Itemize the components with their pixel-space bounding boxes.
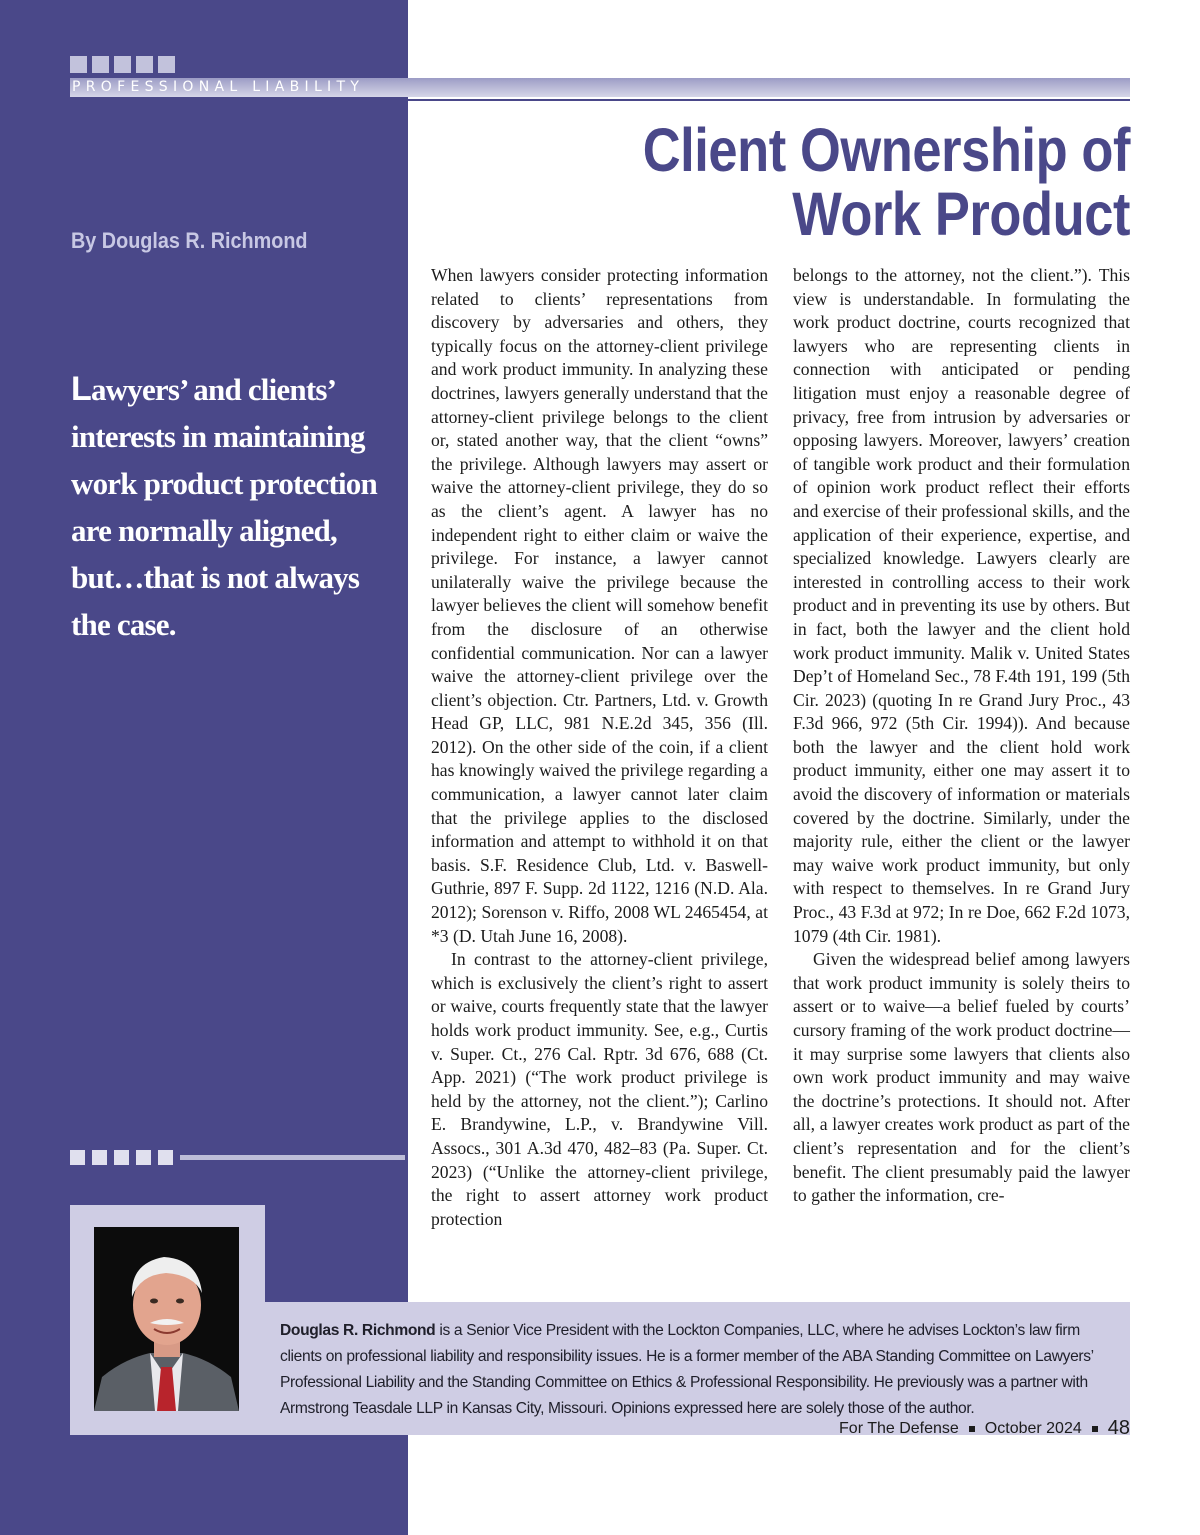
decorative-squares-top xyxy=(70,56,175,73)
byline: By Douglas R. Richmond xyxy=(71,228,308,253)
body-column-2 xyxy=(793,264,1130,1208)
drop-cap: L xyxy=(71,370,91,408)
pull-quote-text: awyers’ and clients’ interests in maintaining work product protection are normally aligned, but…that is not always the case. xyxy=(71,372,377,642)
body-column-1 xyxy=(431,264,768,1231)
article-title: Client Ownership of Work Product xyxy=(642,116,1130,248)
page-footer xyxy=(839,1417,1130,1440)
paragraph: belongs to the attorney, not the client.”). This view is understandable. In formulating the work product doctrine, courts recognized that lawyers who are representing clients in connection with anticipated or pending litigation must enjoy a reasonable degree of privacy, free from intrusion by adversaries or opposing lawyers. Moreover, lawyers’ creation of tangible work product and their formulation of opinion work product reflect their efforts and exercise of their professional skills, and the application of their experience, expertise, and specialized knowledge. Lawyers clearly are interested in controlling access to their work product and in preventing its use by others. But in fact, both the lawyer and the client hold work product immunity. Malik v. United States Dep’t of Homeland Sec., 78 F.4th 191, 199 (5th Cir. 2023) (quoting In re Grand Jury Proc., 43 F.3d 966, 972 (5th Cir. 1994)). And because both the lawyer and the client hold work product immunity, either one may assert it to avoid the discovery of information or materials covered by the doctrine. Similarly, under the majority rule, either the client or the lawyer may waive work product immunity, but only with respect to themselves. In re Grand Jury Proc., 43 F.3d at 972; In re Doe, 662 F.2d 1073, 1079 (4th Cir. 1981). xyxy=(793,265,1130,946)
author-bio-text: is a Senior Vice President with the Lockton Companies, LLC, where he advises Lockton’s law firm clients on professional liability and responsibility issues. He is a former member of the ABA Standing Committee on Lawyers’ Professional Liability and the Standing Committee on Ethics & Professional Responsibility. He previously was a partner with Armstrong Teasdale LLP in Kansas City, Missouri. Opinions expressed here are solely those of the author. xyxy=(280,1322,1094,1417)
paragraph: When lawyers consider protecting information related to clients’ representations from discovery by adversaries and others, they typically focus on the attorney-client privilege and work product immunity. In analyzing these doctrines, lawyers generally understand that the attorney-client privilege belongs to the client or, stated another way, that the client “owns” the privilege. Although lawyers may assert or waive the attorney-client privilege, they do so as the client’s agent. A lawyer has no independent right to either claim or waive the privilege. For instance, a lawyer cannot unilaterally waive the privilege because the lawyer believes the client will somehow benefit from the disclosure of an otherwise confidential communication. Nor can a lawyer waive the attorney-client privilege over the client’s objection. Ctr. Partners, Ltd. v. Growth Head GP, LLC, 981 N.E.2d 345, 356 (Ill. 2012). On the other side of the coin, if a client has knowingly waived the privilege regarding a communication, a lawyer cannot later claim that the privilege applies to the disclosed information and attempt to withhold it on that basis. S.F. Residence Club, Ltd. v. Baswell-Guthrie, 897 F. Supp. 2d 1122, 1216 (N.D. Ala. 2012); Sorenson v. Riffo, 2008 WL 2465454, at *3 (D. Utah June 16, 2008). xyxy=(431,265,768,946)
bullet-separator xyxy=(969,1426,975,1432)
bullet-separator xyxy=(1092,1426,1098,1432)
paragraph: In contrast to the attorney-client privilege, which is exclusively the client’s right to assert or waive, courts frequently state that the lawyer holds work product immunity. See, e.g., Curtis v. Super. Ct., 276 Cal. Rptr. 3d 676, 688 (Ct. App. 2021) (“The work product privilege is held by the attorney, not the client.”); Carlino E. Brandywine, L.P., v. Brandywine Vill. Assocs., 301 A.3d 470, 482–83 (Pa. Super. Ct. 2023) (“Unlike the attorney-client privilege, the right to assert attorney work product protection xyxy=(431,949,768,1229)
author-photo xyxy=(94,1227,239,1411)
author-name: Douglas R. Richmond xyxy=(280,1322,436,1339)
page-number: 48 xyxy=(1107,1417,1130,1439)
pull-quote xyxy=(71,366,401,648)
author-bio xyxy=(280,1318,1118,1422)
header-rule xyxy=(408,99,1130,101)
paragraph: Given the widespread belief among lawyers that work product immunity is solely theirs to assert or to waive—a belief fueled by courts’ cursory framing of the work product doctrine—it may surprise some lawyers that clients also own work product immunity and may waive the doctrine’s protections. It should not. After all, a lawyer creates work product as part of the client’s representation and for the client’s benefit. The client presumably paid the lawyer to gather the information, cre- xyxy=(793,949,1130,1206)
author-portrait-image xyxy=(94,1227,239,1411)
publication-name: For The Defense xyxy=(839,1419,959,1437)
issue-date: October 2024 xyxy=(984,1419,1082,1437)
decorative-squares-bottom xyxy=(70,1150,405,1165)
section-label: PROFESSIONAL LIABILITY xyxy=(72,79,365,95)
